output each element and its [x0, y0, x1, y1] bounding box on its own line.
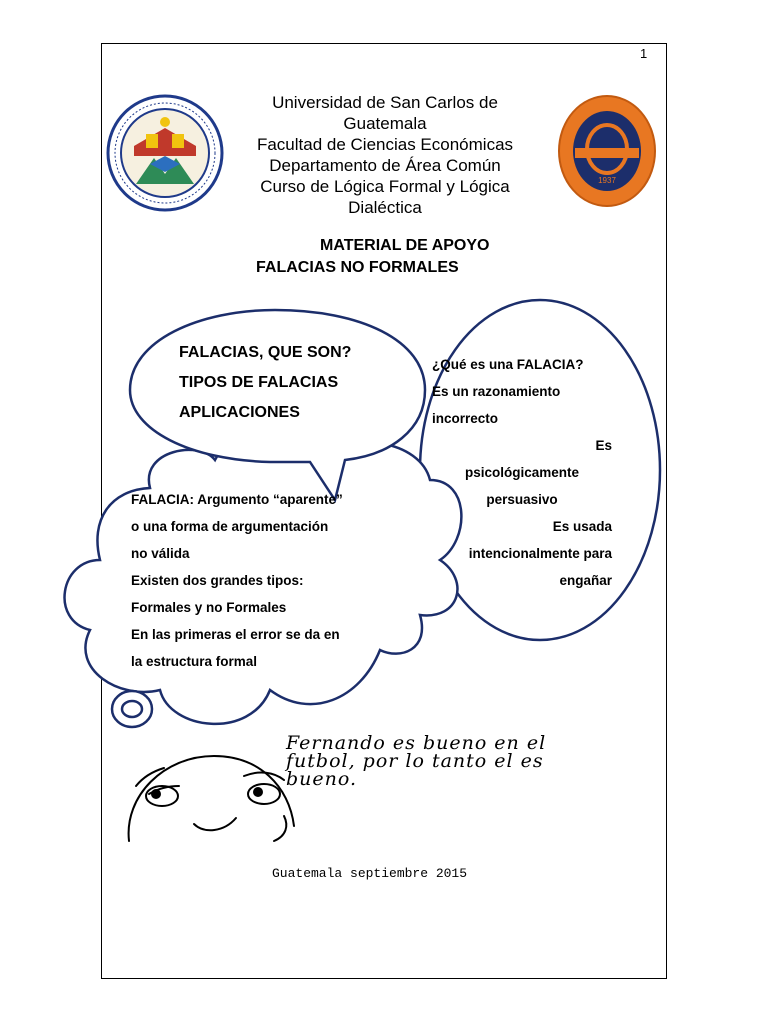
right-bubble-line: ¿Qué es una FALACIA?: [432, 357, 584, 372]
cloud-bubble-line: la estructura formal: [131, 654, 258, 669]
cloud-bubble-line: Existen dos grandes tipos:: [131, 573, 304, 588]
right-bubble-line: Es un razonamiento: [432, 384, 561, 399]
handwritten-quote: [286, 734, 646, 788]
header-line: Guatemala: [343, 114, 427, 133]
header-line: Universidad de San Carlos de: [272, 93, 498, 112]
cloud-bubble-line: FALACIA: Argumento “aparente”: [131, 492, 343, 507]
footer-date: Guatemala septiembre 2015: [272, 866, 468, 881]
header-line: Facultad de Ciencias Económicas: [256, 135, 514, 154]
right-bubble-line: incorrecto: [432, 411, 499, 426]
material-title: MATERIAL DE APOYO: [320, 237, 490, 254]
right-bubble-line: intencionalmente para: [468, 546, 612, 561]
right-bubble-line: Es usada: [552, 519, 612, 534]
right-bubble-text: [432, 351, 612, 594]
right-bubble-line: psicológicamente: [464, 465, 580, 480]
cloud-bubble-text: [131, 486, 343, 675]
top-bubble-line: APLICACIONES: [179, 404, 300, 421]
thinking-face-icon: [124, 746, 304, 846]
cloud-bubble-line: Formales y no Formales: [131, 600, 287, 615]
header-line: Dialéctica: [348, 198, 422, 217]
quote-line: Fernando es bueno en el: [286, 732, 547, 754]
header-line: Curso de Lógica Formal y Lógica: [260, 177, 510, 196]
quote-line: bueno.: [286, 768, 358, 790]
page-number: 1: [640, 46, 648, 61]
top-bubble-text: [179, 338, 351, 428]
svg-text:1937: 1937: [598, 176, 616, 185]
thought-circle-inner: [122, 701, 142, 717]
right-bubble-line: persuasivo: [486, 492, 558, 507]
top-bubble-line: TIPOS DE FALACIAS: [179, 374, 339, 391]
right-bubble-line: Es: [595, 438, 612, 453]
cloud-bubble-line: o una forma de argumentación: [131, 519, 329, 534]
top-bubble-line: FALACIAS, QUE SON?: [179, 344, 352, 361]
quote-line: futbol, por lo tanto el es: [286, 750, 544, 772]
right-bubble-line: engañar: [559, 573, 612, 588]
material-subtitle: FALACIAS NO FORMALES: [256, 259, 459, 276]
cloud-bubble-line: En las primeras el error se da en: [131, 627, 340, 642]
header-line: Departamento de Área Común: [269, 156, 501, 175]
cloud-bubble-line: no válida: [131, 546, 190, 561]
